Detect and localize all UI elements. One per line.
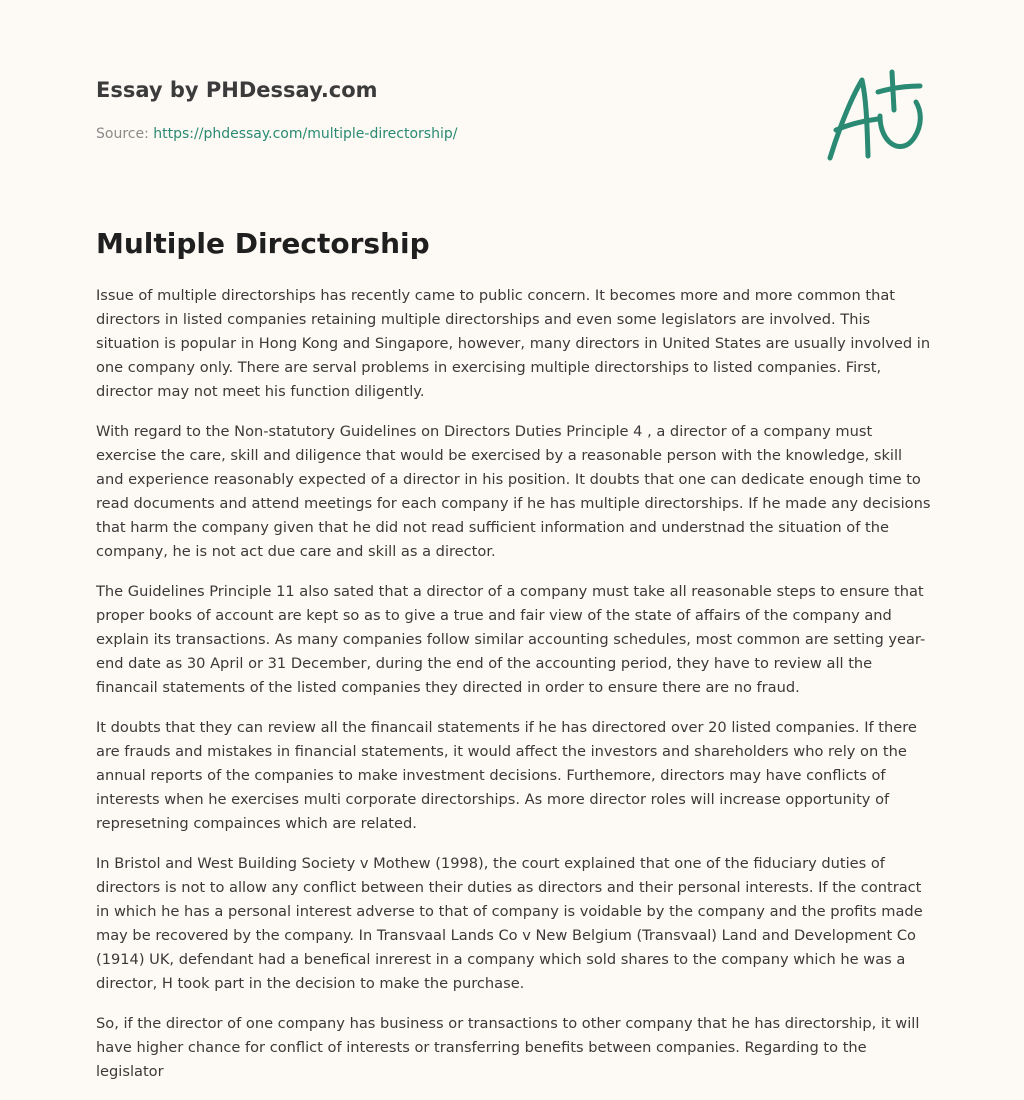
paragraph: In Bristol and West Building Society v Mothew (1998), the court explained that one of the fiduciary duties of directors is not to allow any conflict between their duties as directors and their personal interests. If the contract in which he has a personal interest adverse to that of company is voidable by the company and the profits made may be recovered by the company. In Transvaal Lands Co v New Belgium (Transvaal) Land and Development Co (1914) UK, defendant had a benefical inrerest in a company which sold shares to the company which he was a director, H took part in the decision to make the purchase.	[96, 855, 923, 992]
source-link[interactable]: https://phdessay.com/multiple-directorship/	[153, 126, 458, 142]
paragraph: The Guidelines Principle 11 also sated that a director of a company must take all reasonable steps to ensure that proper books of account are kept so as to give a true and fair view of the state of affairs of the company and explain its transactions. As many companies follow similar accounting schedules, most common are setting year-end date as 30 April or 31 December, during the end of the accounting period, they have to review all the financail statements of the listed companies they directed in order to ensure there are no fraud.	[96, 583, 926, 696]
page-header	[96, 76, 796, 144]
paragraph: It doubts that they can review all the financail statements if he has directored over 20 listed companies. If there are frauds and mistakes in financial statements, it would affect the investors and shareholders who rely on the annual reports of the companies to make investment decisions. Furthemore, directors may have conflicts of interests when he exercises multi corporate directorships. As more director roles will increase opportunity of represetning compainces which are related.	[96, 719, 917, 832]
source-line	[96, 124, 796, 144]
a-plus-grade-icon	[822, 66, 928, 166]
paragraph: With regard to the Non-statutory Guidelines on Directors Duties Principle 4 , a director of a company must exercise the care, skill and diligence that would be exercised by a reasonable person with the knowledge, skill and experience reasonably expected of a director in his position. It doubts that one can dedicate enough time to read documents and attend meetings for each company if he has multiple directorships. If he made any decisions that harm the company given that he did not read sufficient information and understnad the situation of the company, he is not act due care and skill as a director.	[96, 423, 931, 560]
essay-body	[96, 284, 932, 1100]
essay-title: Multiple Directorship	[96, 227, 430, 260]
paragraph: So, if the director of one company has business or transactions to other company that he has directorship, it will have higher chance for conflict of interests or transferring benefits between companies. Regarding to the legislator	[96, 1015, 920, 1080]
site-brand: Essay by PHDessay.com	[96, 78, 378, 102]
paragraph: Issue of multiple directorships has recently came to public concern. It becomes more and more common that directors in listed companies retaining multiple directorships and even some legislators are involved. This situation is popular in Hong Kong and Singapore, however, many directors in United States are usually involved in one company only. There are serval problems in exercising multiple directorships to listed companies. First, director may not meet his function diligently.	[96, 287, 931, 400]
source-label: Source:	[96, 126, 154, 142]
